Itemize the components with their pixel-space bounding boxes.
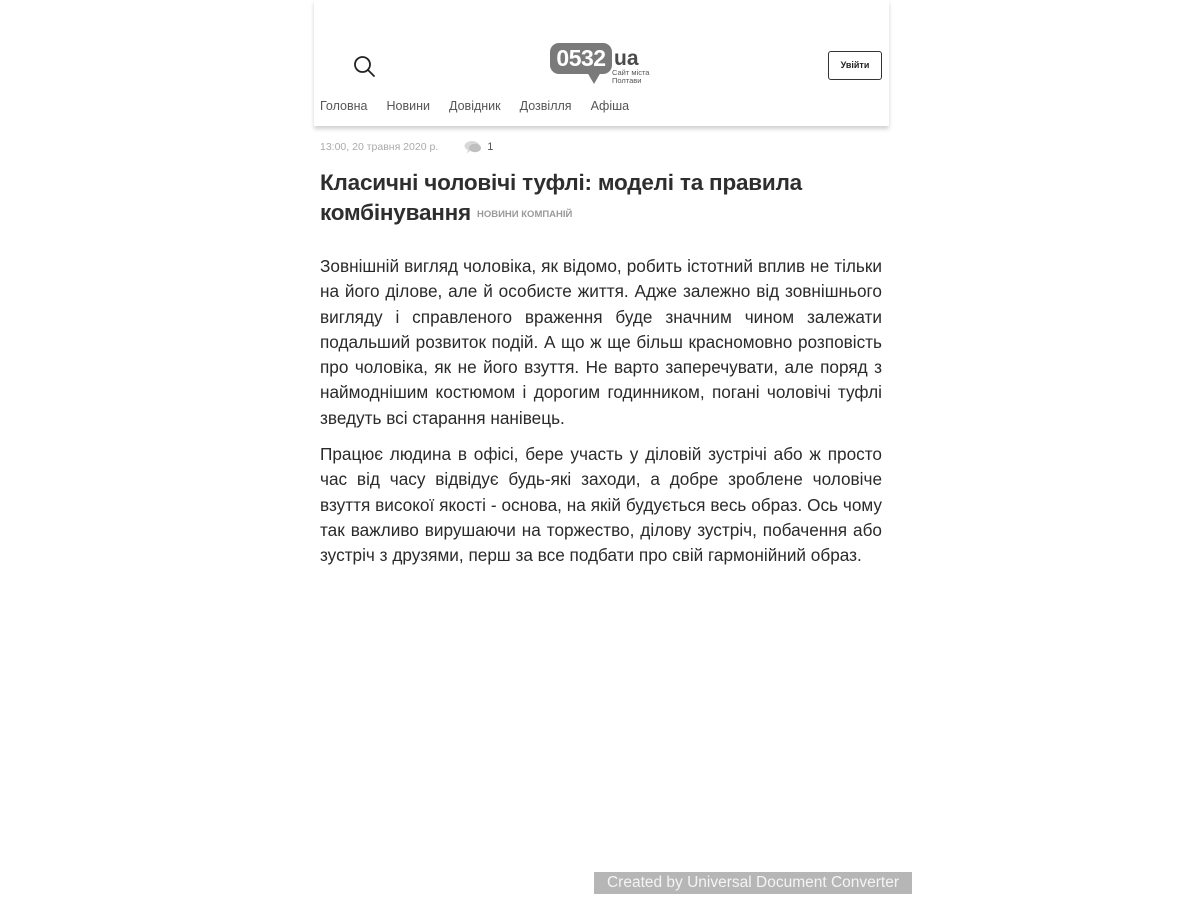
nav-item-leisure[interactable]: Дозвілля — [519, 99, 572, 113]
site-logo[interactable] — [550, 43, 660, 89]
logo-tagline: Сайт міста Полтави — [612, 68, 650, 85]
search-icon — [352, 54, 378, 80]
comments-link[interactable] — [464, 140, 493, 154]
nav-item-news[interactable]: Новини — [386, 99, 430, 113]
article-paragraph: Працює людина в офісі, бере участь у діловій зустрічі або ж просто час від часу відвідує будь-які заходи, а добре зроблене чоловіче взуття високої якості - основа, на якій будується весь образ. Ось чому так важливо вирушаючи на торжество, ділову зустріч, побачення або зустріч з друзями, перш за все подбати про свій гармонійний образ. — [320, 444, 882, 566]
comments-icon — [464, 140, 482, 154]
converter-watermark: Created by Universal Document Converter — [594, 872, 912, 894]
article-date: 13:00, 20 травня 2020 р. — [320, 141, 439, 153]
site-header — [314, 0, 889, 126]
logo-bubble-tail — [587, 72, 601, 84]
article-paragraph: Зовнішній вигляд чоловіка, як відомо, робить істотний вплив не тільки на його ділове, але й особисте життя. Адже залежно від зовнішнього вигляду і справленого враження буде значним чином залежати подальший розвиток подій. А що ж ще більш красномовно розповість про чоловіка, як не його взуття. Не варто заперечувати, але поряд з наймоднішим костюмом і дорогим годинником, погані чоловічі туфлі зведуть всі старання нанівець. — [320, 256, 882, 428]
main-nav — [320, 99, 629, 113]
login-button[interactable]: Увійти — [828, 51, 882, 80]
logo-suffix: ua — [614, 47, 639, 70]
logo-number: 0532 — [556, 45, 606, 71]
article-body — [320, 254, 882, 580]
nav-item-home[interactable]: Головна — [320, 99, 368, 113]
article-category[interactable]: НОВИНИ КОМПАНІЙ — [476, 209, 573, 220]
article-title-text: Класичні чоловічі туфлі: моделі та правила комбінування — [320, 170, 802, 225]
comment-count: 1 — [487, 141, 494, 153]
nav-item-directory[interactable]: Довідник — [449, 99, 501, 113]
search-button[interactable] — [352, 54, 378, 80]
article-meta — [320, 140, 493, 154]
article-title — [320, 168, 840, 230]
nav-item-events[interactable]: Афіша — [590, 99, 630, 113]
